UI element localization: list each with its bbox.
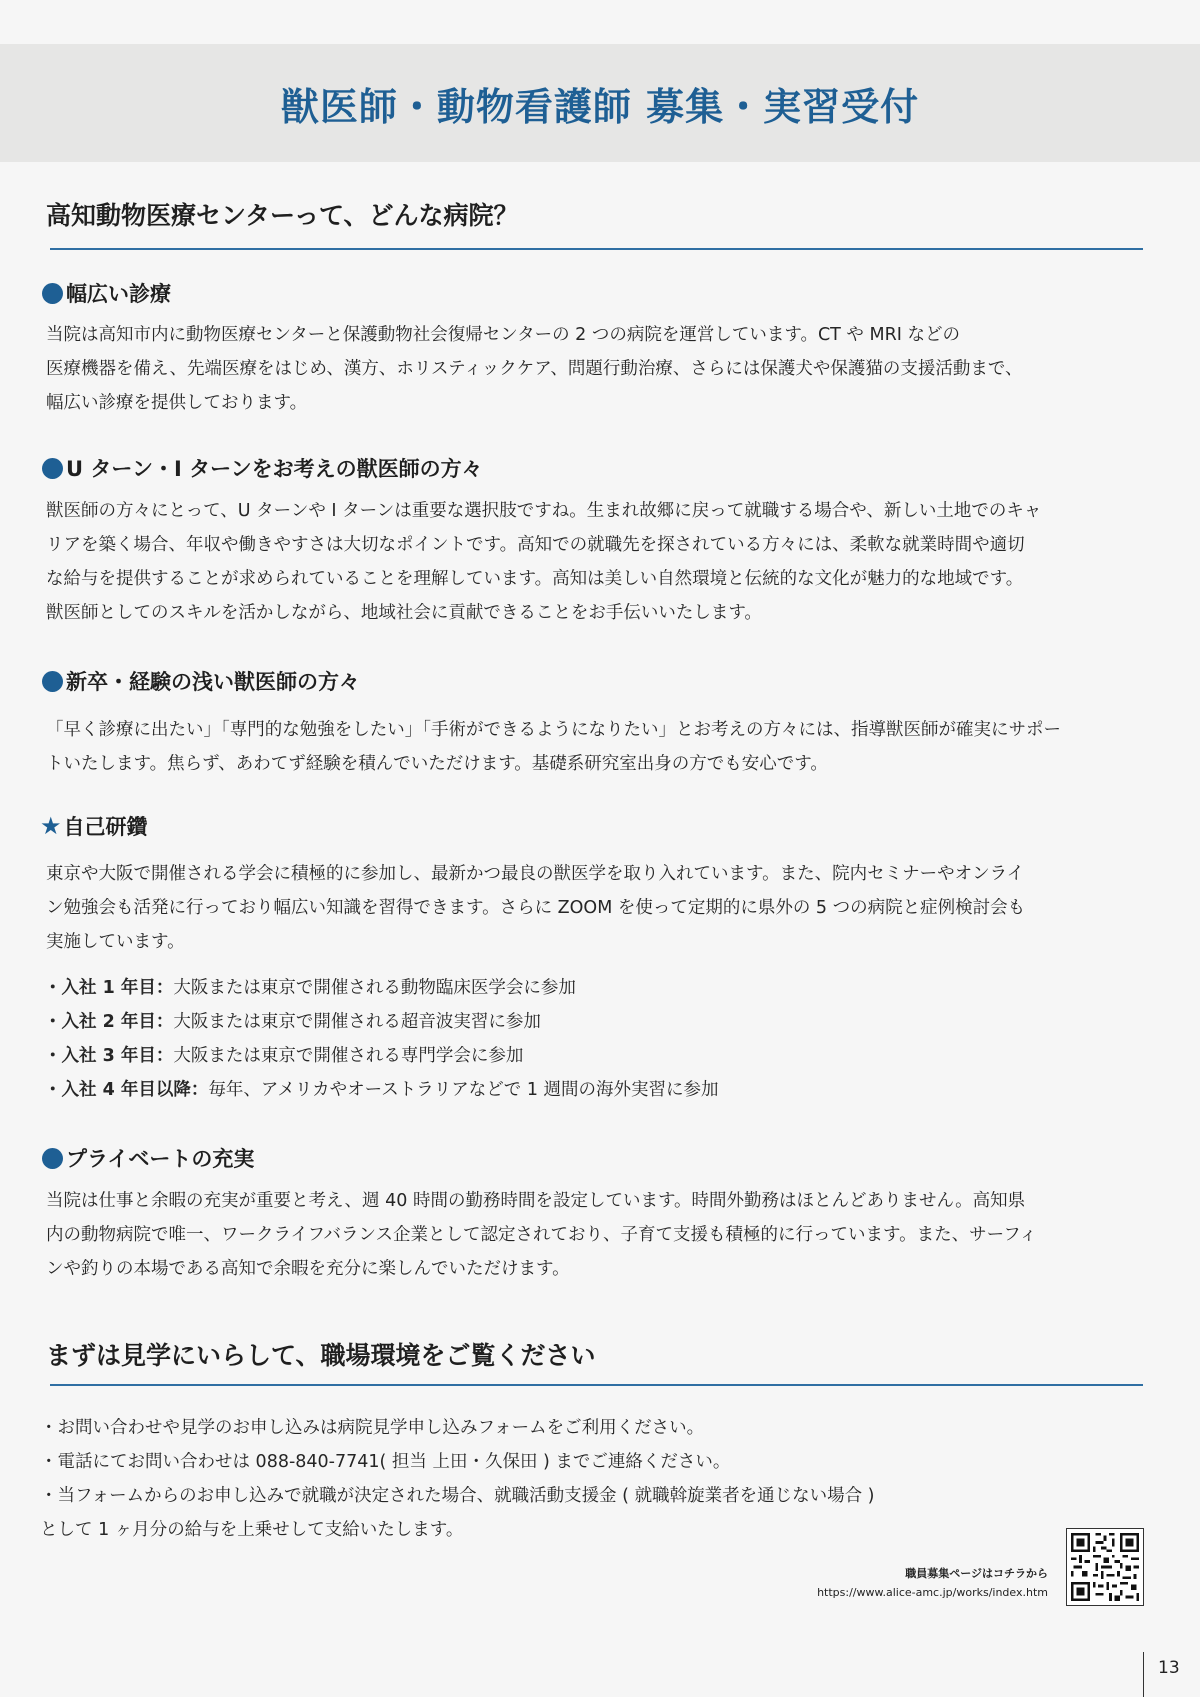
contact-line: ・電話にてお問い合わせは 088-840-7741( 担当 上田・久保田 ) までご連絡ください。 xyxy=(40,1452,731,1472)
section-heading-about: 高知動物医療センターって、どんな病院？ xyxy=(46,201,519,230)
contact-info xyxy=(40,1411,874,1547)
title-banner xyxy=(0,44,1200,162)
paragraph-line: 当院は仕事と余暇の充実が重要と考え、週 40 時間の勤務時間を設定しています。時間外勤務はほとんどありません。高知県 xyxy=(46,1191,1026,1211)
subheading-label: 新卒・経験の浅い獣医師の方々 xyxy=(66,670,360,694)
qr-caption xyxy=(817,1564,1048,1602)
list-item: ・入社 2 年目：大阪または東京で開催される超音波実習に参加 xyxy=(44,1012,541,1032)
paragraph-line: トいたします。焦らず、あわてず経験を積んでいただけます。基礎系研究室出身の方でも安心です。 xyxy=(46,754,828,774)
paragraph-uturn xyxy=(46,494,1156,630)
paragraph-line: リアを築く場合、年収や働きやすさは大切なポイントです。高知での就職先を探されている方々には、柔軟な就業時間や適切 xyxy=(46,535,1025,555)
subheading-uturn xyxy=(42,453,483,483)
paragraph-line: 獣医師としてのスキルを活かしながら、地域社会に貢献できることをお手伝いいたします。 xyxy=(46,603,762,623)
star-icon: ★ xyxy=(40,812,62,840)
list-item: ・入社 3 年目：大阪または東京で開催される専門学会に参加 xyxy=(44,1046,524,1066)
page-title: 獣医師・動物看護師 募集・実習受付 xyxy=(280,83,920,129)
bullet-dot-icon xyxy=(42,671,63,692)
subheading-wide-care xyxy=(42,278,171,308)
subheading-label: 幅広い診療 xyxy=(66,282,171,306)
bullet-dot-icon xyxy=(42,458,63,479)
paragraph-line: 獣医師の方々にとって、U ターンや I ターンは重要な選択肢ですね。生まれ故郷に戻って就職する場合や、新しい土地でのキャ xyxy=(46,501,1042,521)
bullet-dot-icon xyxy=(42,283,63,304)
contact-line: として 1 ヶ月分の給与を上乗せして支給いたします。 xyxy=(40,1520,464,1540)
contact-line: ・お問い合わせや見学のお申し込みは病院見学申し込みフォームをご利用ください。 xyxy=(40,1418,705,1438)
paragraph-self-improvement xyxy=(46,857,1156,959)
training-list xyxy=(44,971,719,1107)
bullet-dot-icon xyxy=(42,1148,63,1169)
paragraph-line: 内の動物病院で唯一、ワークライフバランス企業として認定されており、子育て支援も積極的に行っています。また、サーフィ xyxy=(46,1225,1037,1245)
list-item: ・入社 1 年目：大阪または東京で開催される動物臨床医学会に参加 xyxy=(44,978,576,998)
subheading-label: U ターン・I ターンをお考えの獣医師の方々 xyxy=(66,457,483,481)
contact-line: ・当フォームからのお申し込みで就職が決定された場合、就職活動支援金 ( 就職斡旋業者を通じない場合 ) xyxy=(40,1486,875,1506)
paragraph-line: 医療機器を備え、先端医療をはじめ、漢方、ホリスティックケア、問題行動治療、さらには保護犬や保護猫の支援活動まで、 xyxy=(46,359,1023,379)
paragraph-wide-care xyxy=(46,318,1156,420)
subheading-private-life xyxy=(42,1143,254,1173)
paragraph-line: 実施しています。 xyxy=(46,932,185,952)
qr-caption-label: 職員募集ページはコチラから xyxy=(905,1567,1048,1580)
page-number-rule xyxy=(1143,1652,1144,1697)
paragraph-line: ンや釣りの本場である高知で余暇を充分に楽しんでいただけます。 xyxy=(46,1259,570,1279)
subheading-label: プライベートの充実 xyxy=(66,1147,255,1171)
list-item: ・入社 4 年目以降：毎年、アメリカやオーストラリアなどで 1 週間の海外実習に参加 xyxy=(44,1080,719,1100)
page-number: 13 xyxy=(1158,1658,1180,1678)
paragraph-line: 東京や大阪で開催される学会に積極的に参加し、最新かつ最良の獣医学を取り入れています。また、院内セミナーやオンライ xyxy=(46,864,1025,884)
subheading-new-graduates xyxy=(42,666,360,696)
subheading-self-improvement xyxy=(40,811,148,841)
section-divider xyxy=(50,248,1143,250)
paragraph-line: 「早く診療に出たい」「専門的な勉強をしたい」「手術ができるようになりたい」とお考えの方々には、指導獣医師が確実にサポー xyxy=(46,720,1061,740)
paragraph-line: ン勉強会も活発に行っており幅広い知識を習得できます。さらに ZOOM を使って定期的に県外の 5 つの病院と症例検討会も xyxy=(46,898,1026,918)
paragraph-private-life xyxy=(46,1184,1156,1286)
paragraph-line: 当院は高知市内に動物医療センターと保護動物社会復帰センターの 2 つの病院を運営しています。CT や MRI などの xyxy=(46,325,960,345)
paragraph-line: な給与を提供することが求められていることを理解しています。高知は美しい自然環境と伝統的な文化が魅力的な地域です。 xyxy=(46,569,1024,589)
paragraph-line: 幅広い診療を提供しております。 xyxy=(46,393,308,413)
section-divider xyxy=(50,1384,1143,1386)
qr-code-icon[interactable] xyxy=(1066,1528,1144,1606)
recruit-url[interactable]: https://www.alice-amc.jp/works/index.htm xyxy=(817,1586,1048,1599)
subheading-label: 自己研鑽 xyxy=(63,815,148,839)
section-heading-visit: まずは見学にいらして、職場環境をご覧ください xyxy=(46,1341,596,1370)
paragraph-new-graduates xyxy=(46,713,1156,781)
